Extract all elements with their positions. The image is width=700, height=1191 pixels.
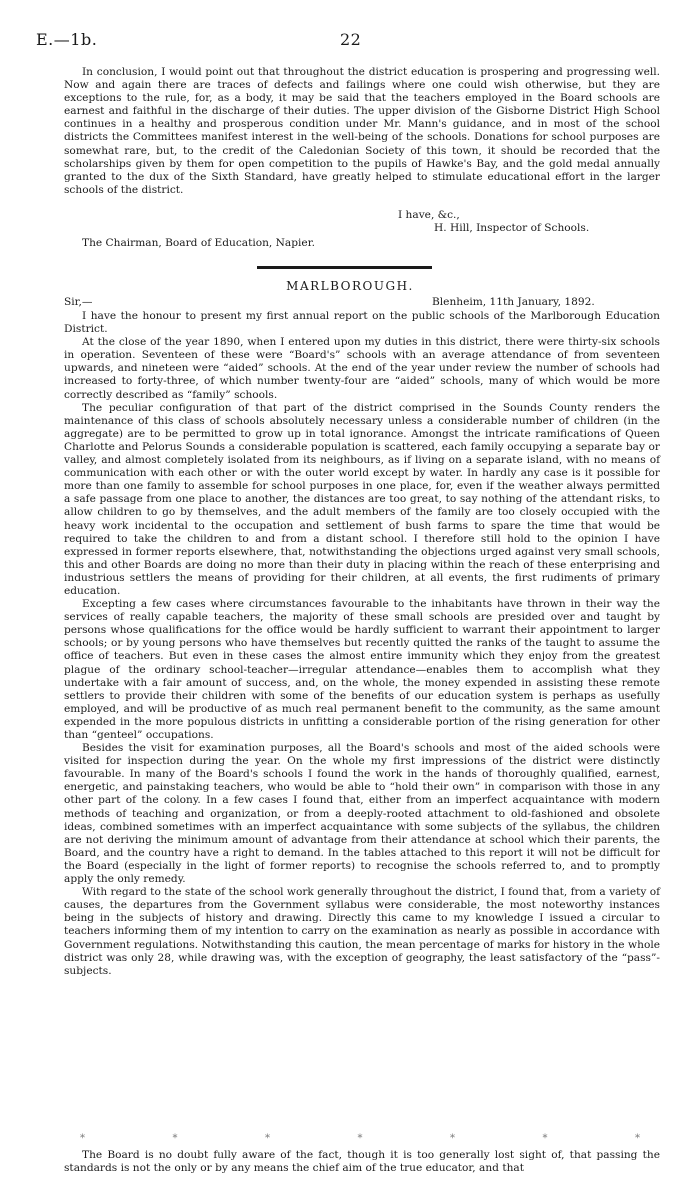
body-paragraph: Excepting a few cases where circumstances favourable to the inhabitants have thrown in their way the services of really capable teachers, the majority of these small schools are presided over and taught by persons whose qualifications for the office would be hardly sufficient to warrant their appointment to larger schools; or by young persons who have themselves but recently quitted the ranks of the taught to assume the office of teachers. But even in these cases the almost entire immunity which they enjoy from the greatest plague of the ordinary school-teacher—irregular attendance—enables them to accomplish what they undertake with a fair amount of success, and, on the whole, the money expended in assisting these remote settlers to provide their children with some of the benefits of our education system is perhaps as usefully employed, and will be productive of as much real permanent benefit to the community, as the same amount expended in the more populous districts in unfitting a considerable portion of the rising generation for other than “genteel” occupations.: [64, 598, 660, 741]
body-paragraph: With regard to the state of the school work generally throughout the district, I found that, from a variety of causes, the departures from the Government syllabus were considerable, the most noteworthy instances being in the subjects of history and drawing. Directly this came to my knowledge I issued a circular to teachers informing them of my intention to carry on the examination as nearly as possible in accordance with Government regulations. Notwithstanding this caution, the mean percentage of marks for history in the whole district was only 28, while drawing was, with the exception of geography, the least satisfactory of the “pass”-subjects.: [64, 886, 660, 977]
report-body: [64, 310, 660, 978]
final-section: [64, 1149, 660, 1175]
body-paragraph: The peculiar configuration of that part of the district comprised in the Sounds County renders the maintenance of this class of schools absolutely necessary unless a considerable number of children (in the aggregate) are to be permitted to grow up in total ignorance. Amongst the intricate ramifications of Queen Charlotte and Pelorus Sounds a considerable population is scattered, each family occupying a separate bay or valley, and almost completely isolated from its neighbours, as if living on a separate island, with no means of communication with each other or with the outer world except by water. In hardly any case is it possible for more than one family to assemble for school purposes in one place, for, even if the weather always permitted a safe passage from one place to another, the distances are too great, to say nothing of the attendant risks, to allow children to go by themselves, and the adult members of the family are too closely occupied with the heavy work incidental to the occupation and settlement of bush farms to spare the time that would be required to take the children to and from a distant school. I therefore still hold to the opinion I have expressed in former reports elsewhere, that, notwithstanding the objections urged against very small schools, this and other Boards are doing no more than their duty in placing within the reach of these enterprising and industrious settlers the means of providing for their children, at all events, the first rudiments of primary education.: [64, 401, 660, 597]
omission-star: *: [542, 1133, 548, 1144]
series-reference: E.—1b.: [36, 30, 98, 49]
omission-star: *: [265, 1133, 270, 1144]
omission-star: *: [635, 1133, 640, 1144]
place-date: Blenheim, 11th January, 1892.: [432, 296, 595, 308]
addressee: The Chairman, Board of Education, Napier.: [82, 237, 315, 249]
omission-star: *: [172, 1133, 178, 1144]
body-paragraph: I have the honour to present my first annual report on the public schools of the Marlborough Education District.: [64, 310, 660, 336]
omission-star: *: [357, 1133, 363, 1144]
omission-marks: [80, 1133, 640, 1144]
closing-formula: I have, &c.,: [398, 209, 460, 221]
final-paragraph: The Board is no doubt fully aware of the fact, though it is too generally lost sight of, that passing the standards is not the only or by any means the chief aim of the true educator, and that: [64, 1149, 660, 1175]
signature: H. Hill, Inspector of Schools.: [434, 222, 590, 234]
body-paragraph: Besides the visit for examination purposes, all the Board's schools and most of the aided schools were visited for inspection during the year. On the whole my first impressions of the district were distinctly favourable. In many of the Board's schools I found the work in the hands of thoroughly qualified, earnest, energetic, and painstaking teachers, who would be able to “hold their own” in comparison with those in any other part of the colony. In a few cases I found that, either from an imperfect acquaintance with modern methods of teaching and organization, or from a deeply-rooted attachment to old-fashioned and obsolete ideas, combined sometimes with an imperfect acquaintance with some subjects of the syllabus, the children are not deriving the minimum amount of advantage from their attendance at school which their parents, the Board, and the country have a right to demand. In the tables attached to this report it will not be difficult for the Board (especially in the light of former reports) to recognise the schools referred to, and to promptly apply the only remedy.: [64, 742, 660, 886]
body-paragraph: At the close of the year 1890, when I entered upon my duties in this district, there were thirty-six schools in operation. Seventeen of these were “Board's” schools with an average attendance of from seventeen upwards, and nineteen were “aided” schools. At the end of the year under review the number of schools had increased to forty-three, of which number twenty-four are “aided” schools, many of which would be more correctly described as “family” schools.: [64, 336, 660, 401]
page-number: 22: [340, 30, 362, 49]
omission-star: *: [450, 1133, 455, 1144]
report-heading: MARLBOROUGH.: [286, 279, 414, 293]
section-divider: [257, 266, 432, 269]
conclusion-paragraph: In conclusion, I would point out that throughout the district education is prospering and progressing well. Now and again there are traces of defects and failings where one could wish otherwise, but they are exceptions to the rule, for, as a body, it may be said that the teachers employed in the Board schools are earnest and faithful in the discharge of their duties. The upper division of the Gisborne District High School continues in a healthy and prosperous condition under Mr. Mann's guidance, and in most of the school districts the Committees manifest interest in the well-being of the schools. Donations for school purposes are somewhat rare, but, to the credit of the Caledonian Society of this town, it should be recorded that the scholarships given by them for open competition to the pupils of Hawke's Bay, and the gold medal annually granted to the dux of the Sixth Standard, have greatly helped to stimulate educational effort in the larger schools of the district.: [64, 66, 660, 196]
conclusion-section: [64, 66, 660, 197]
salutation: Sir,—: [64, 296, 93, 308]
omission-star: *: [80, 1133, 85, 1144]
